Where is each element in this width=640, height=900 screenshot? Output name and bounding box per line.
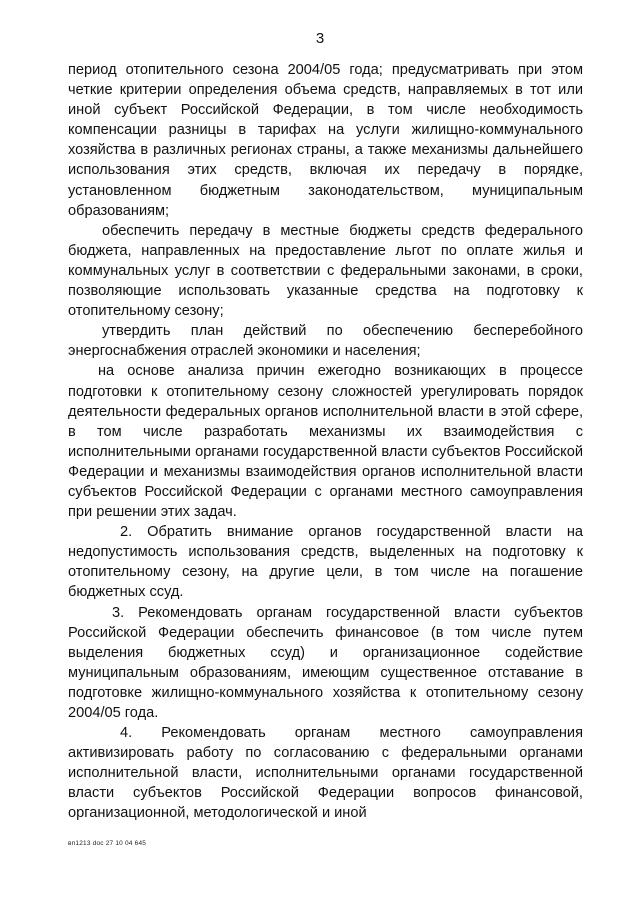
paragraph-transfer-to-local-budgets: обеспечить передачу в местные бюджеты средств федерального бюджета, направленных на предоставление льгот по оплате жилья и коммунальных услуг в соответствии с федеральными законами, в сроки, позволяющие использовать указанные средства на подготовку к отопительному сезону; [68,222,583,320]
paragraph-heating-season-funds: период отопительного сезона 2004/05 года; предусматривать при этом четкие критерии определения объема средств, направляемых в тот или иной субъект Российской Федерации, в том числе необходимость компенсации разницы в тарифах на услуги жилищно-коммунального хозяйства в различных регионах страны, а также механизмы дальнейшего использования этих средств, включая их передачу в порядке, установленном бюджетным законодательством, муниципальным образованиям; [68,62,583,219]
document-body [68,60,583,824]
paragraph-item-2: 2. Обратить внимание органов государственной власти на недопустимость использования средств, выделенных на подготовку к отопительному сезону, на другие цели, в том числе на погашение бюджетных ссуд. [68,524,583,601]
footer-document-code: вп1213 doc 27 10 04 645 [68,840,147,847]
paragraph-regulate-authorities: на основе анализа причин ежегодно возникающих в процессе подготовки к отопительному сезону сложностей урегулировать порядок деятельности федеральных органов исполнительной власти в этой сфере, в том числе разработать механизмы их взаимодействия с исполнительными органами государственной власти субъектов Российской Федерации и механизмы взаимодействия органов исполнительной власти субъектов Российской Федерации с органами местного самоуправления при решении этих задач. [68,363,583,521]
paragraph-item-4: 4. Рекомендовать органам местного самоуправления активизировать работу по согласованию с федеральными органами исполнительной власти, исполнительными органами государственной власти субъектов Российской Федерации вопросов финансовой, организационной, методологической и иной [68,725,583,822]
paragraph-item-3: 3. Рекомендовать органам государственной власти субъектов Российской Федерации обеспечить финансовое (в том числе путем выделения бюджетных ссуд) и организационное содействие муниципальным образованиям, имеющим существенное отставание в подготовке жилищно-коммунального хозяйства к отопительному сезону 2004/05 года. [68,604,583,721]
page-number: 3 [315,30,325,47]
paragraph-energy-supply-plan: утвердить план действий по обеспечению бесперебойного энергоснабжения отраслей экономики и населения; [68,323,583,360]
